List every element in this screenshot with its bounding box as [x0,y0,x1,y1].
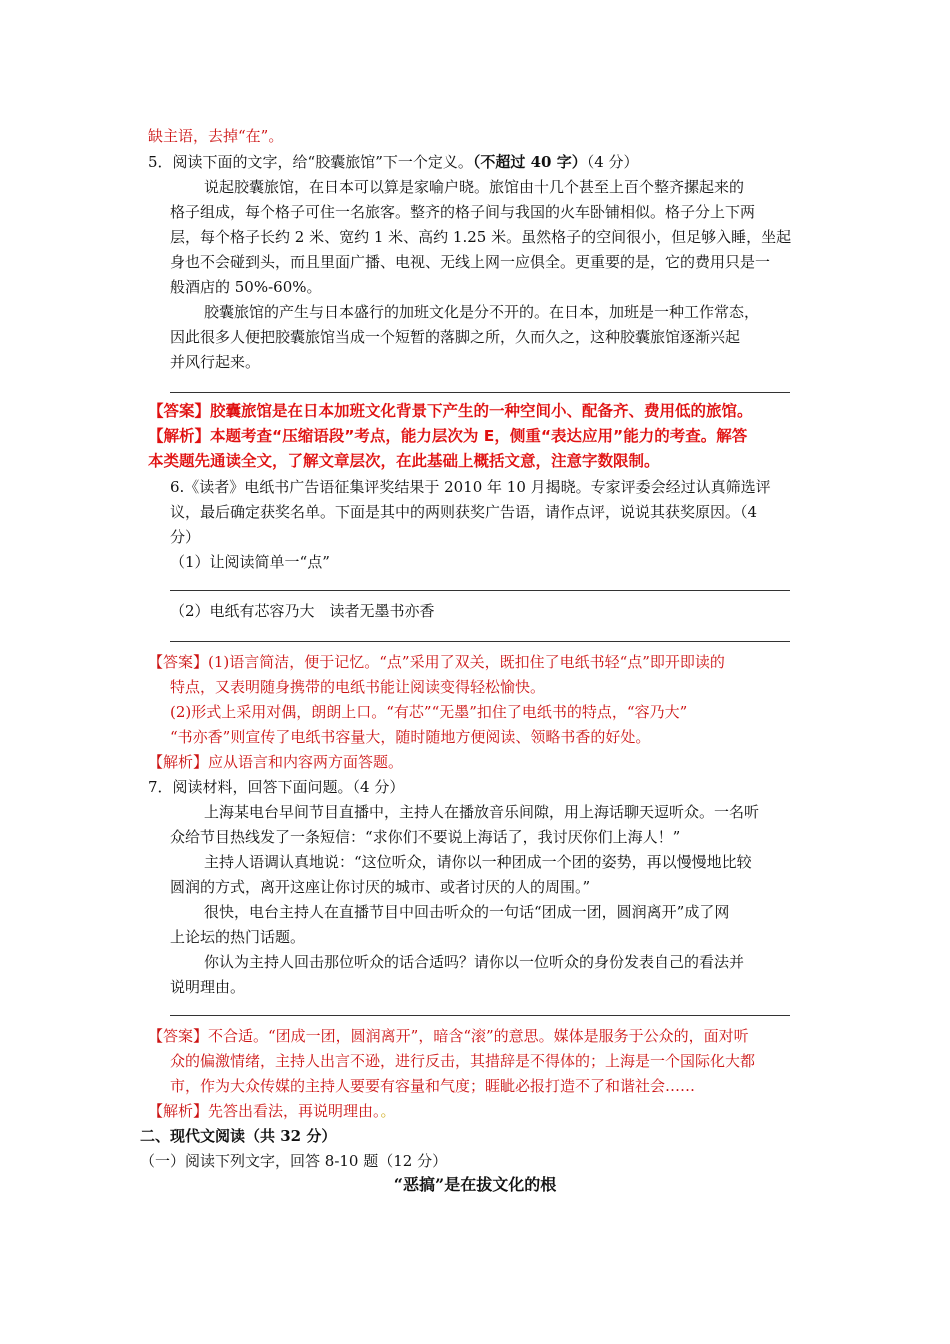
material-line: 主持人语调认真地说：“这位听众，请你以一种团成一个团的姿势，再以慢慢地比较 [204,853,752,871]
slogan-2: （2）电纸有芯容乃大 读者无墨书亦香 [170,602,435,620]
question-5-points: （4 分） [586,153,639,171]
question-7-prompt: 你认为主持人回击那位听众的话合适吗？请你以一位听众的身份发表自己的看法并 [204,953,745,971]
passage-line: 身也不会碰到头，而且里面广播、电视、无线上网一应俱全。更重要的是，它的费用只是一 [170,253,771,271]
analysis-7-text: 【解析】先答出看法，再说明理由。 [148,1102,381,1120]
question-6-cont: 议，最后确定获奖名单。下面是其中的两则获奖广告语，请作点评，说说其获奖原因。（4 [170,503,758,521]
answer-6-part-2: (2)形式上采用对偶，朗朗上口。“有芯”“无墨”扣住了电纸书的特点，“容乃大” [170,703,688,721]
material-line: 圆润的方式，离开这座让你讨厌的城市、或者讨厌的人的周围。” [170,878,591,896]
question-5 [148,152,639,172]
slogan-1: （1）让阅读简单一“点” [170,553,330,571]
material-line: 上论坛的热门话题。 [170,928,306,946]
answer-6-part-2-cont: “书亦香”则宣传了电纸书容量大，随时随地方便阅读、领略书香的好处。 [170,728,651,746]
answer-7-cont: 众的偏激情绪，主持人出言不逊，进行反击，其措辞是不得体的；上海是一个国际化大都 [170,1052,756,1070]
answer-6: 【答案】(1)语言简洁，便于记忆。“点”采用了双关，既扣住了电纸书轻“点”即开即读的 [148,653,725,671]
answer-7-cont: 市，作为大众传媒的主持人要要有容量和气度；睚眦必报打造不了和谐社会…… [170,1077,696,1095]
material-line: 上海某电台早间节目直播中，主持人在播放音乐间隙，用上海话聊天逗听众。一名听 [204,803,760,821]
passage-line: 并风行起来。 [170,353,261,371]
analysis-6: 【解析】应从语言和内容两方面答题。 [148,753,404,771]
material-line: 众给节目热线发了一条短信：“求你们不要说上海话了，我讨厌你们上海人！” [170,828,681,846]
article-title: “恶搞”是在拔文化的根 [393,1175,557,1194]
question-6-cont: 分） [170,528,201,546]
answer-blank-line [170,590,790,591]
answer-7: 【答案】不合适。“团成一团，圆润离开”，暗含“滚”的意思。媒体是服务于公众的，面对听 [148,1027,749,1045]
answer-6-cont: 特点，又表明随身携带的电纸书能让阅读变得轻松愉快。 [170,678,546,696]
passage-line: 格子组成，每个格子可住一名旅客。整齐的格子间与我国的火车卧铺相似。格子分上下两 [170,203,756,221]
analysis-7 [148,1101,396,1121]
passage-line: 说起胶囊旅馆，在日本可以算是家喻户晓。旅馆由十几个甚至上百个整齐摞起来的 [204,178,745,196]
answer-blank-line [170,1015,790,1016]
word-limit: （不超过 40 字） [472,153,587,171]
trailing-mark: 。 [380,1102,396,1120]
answer-blank-line [170,641,790,642]
answer-continuation: 缺主语，去掉“在”。 [148,127,284,145]
subsection-heading: （一）阅读下列文字，回答 8-10 题（12 分） [140,1152,448,1170]
answer-5: 【答案】胶囊旅馆是在日本加班文化背景下产生的一种空间小、配备齐、费用低的旅馆。 [148,402,753,420]
question-5-stem: 5．阅读下面的文字，给“胶囊旅馆”下一个定义。 [148,153,473,171]
passage-line: 层，每个格子长约 2 米、宽约 1 米、高约 1.25 米。虽然格子的空间很小，但足够入睡，坐起 [170,228,792,246]
passage-line: 胶囊旅馆的产生与日本盛行的加班文化是分不开的。在日本，加班是一种工作常态， [204,303,760,321]
material-line: 很快，电台主持人在直播节目中回击听众的一句话“团成一团，圆润离开”成了网 [204,903,730,921]
passage-line: 般酒店的 50%-60%。 [170,278,322,296]
question-7-prompt-cont: 说明理由。 [170,978,246,996]
analysis-5-cont: 本类题先通读全文，了解文章层次，在此基础上概括文意，注意字数限制。 [148,452,660,470]
analysis-5: 【解析】本题考查“压缩语段”考点，能力层次为 E，侧重“表达应用”能力的考查。解答 [148,427,748,445]
passage-line: 因此很多人便把胶囊旅馆当成一个短暂的落脚之所，久而久之，这种胶囊旅馆逐渐兴起 [170,328,741,346]
question-7: 7．阅读材料，回答下面问题。（4 分） [148,778,405,796]
question-6: 6.《读者》电纸书广告语征集评奖结果于 2010 年 10 月揭晓。专家评委会经过认真筛选评 [170,478,771,496]
answer-blank-line [170,392,790,393]
section-heading: 二、现代文阅读（共 32 分） [140,1127,337,1145]
